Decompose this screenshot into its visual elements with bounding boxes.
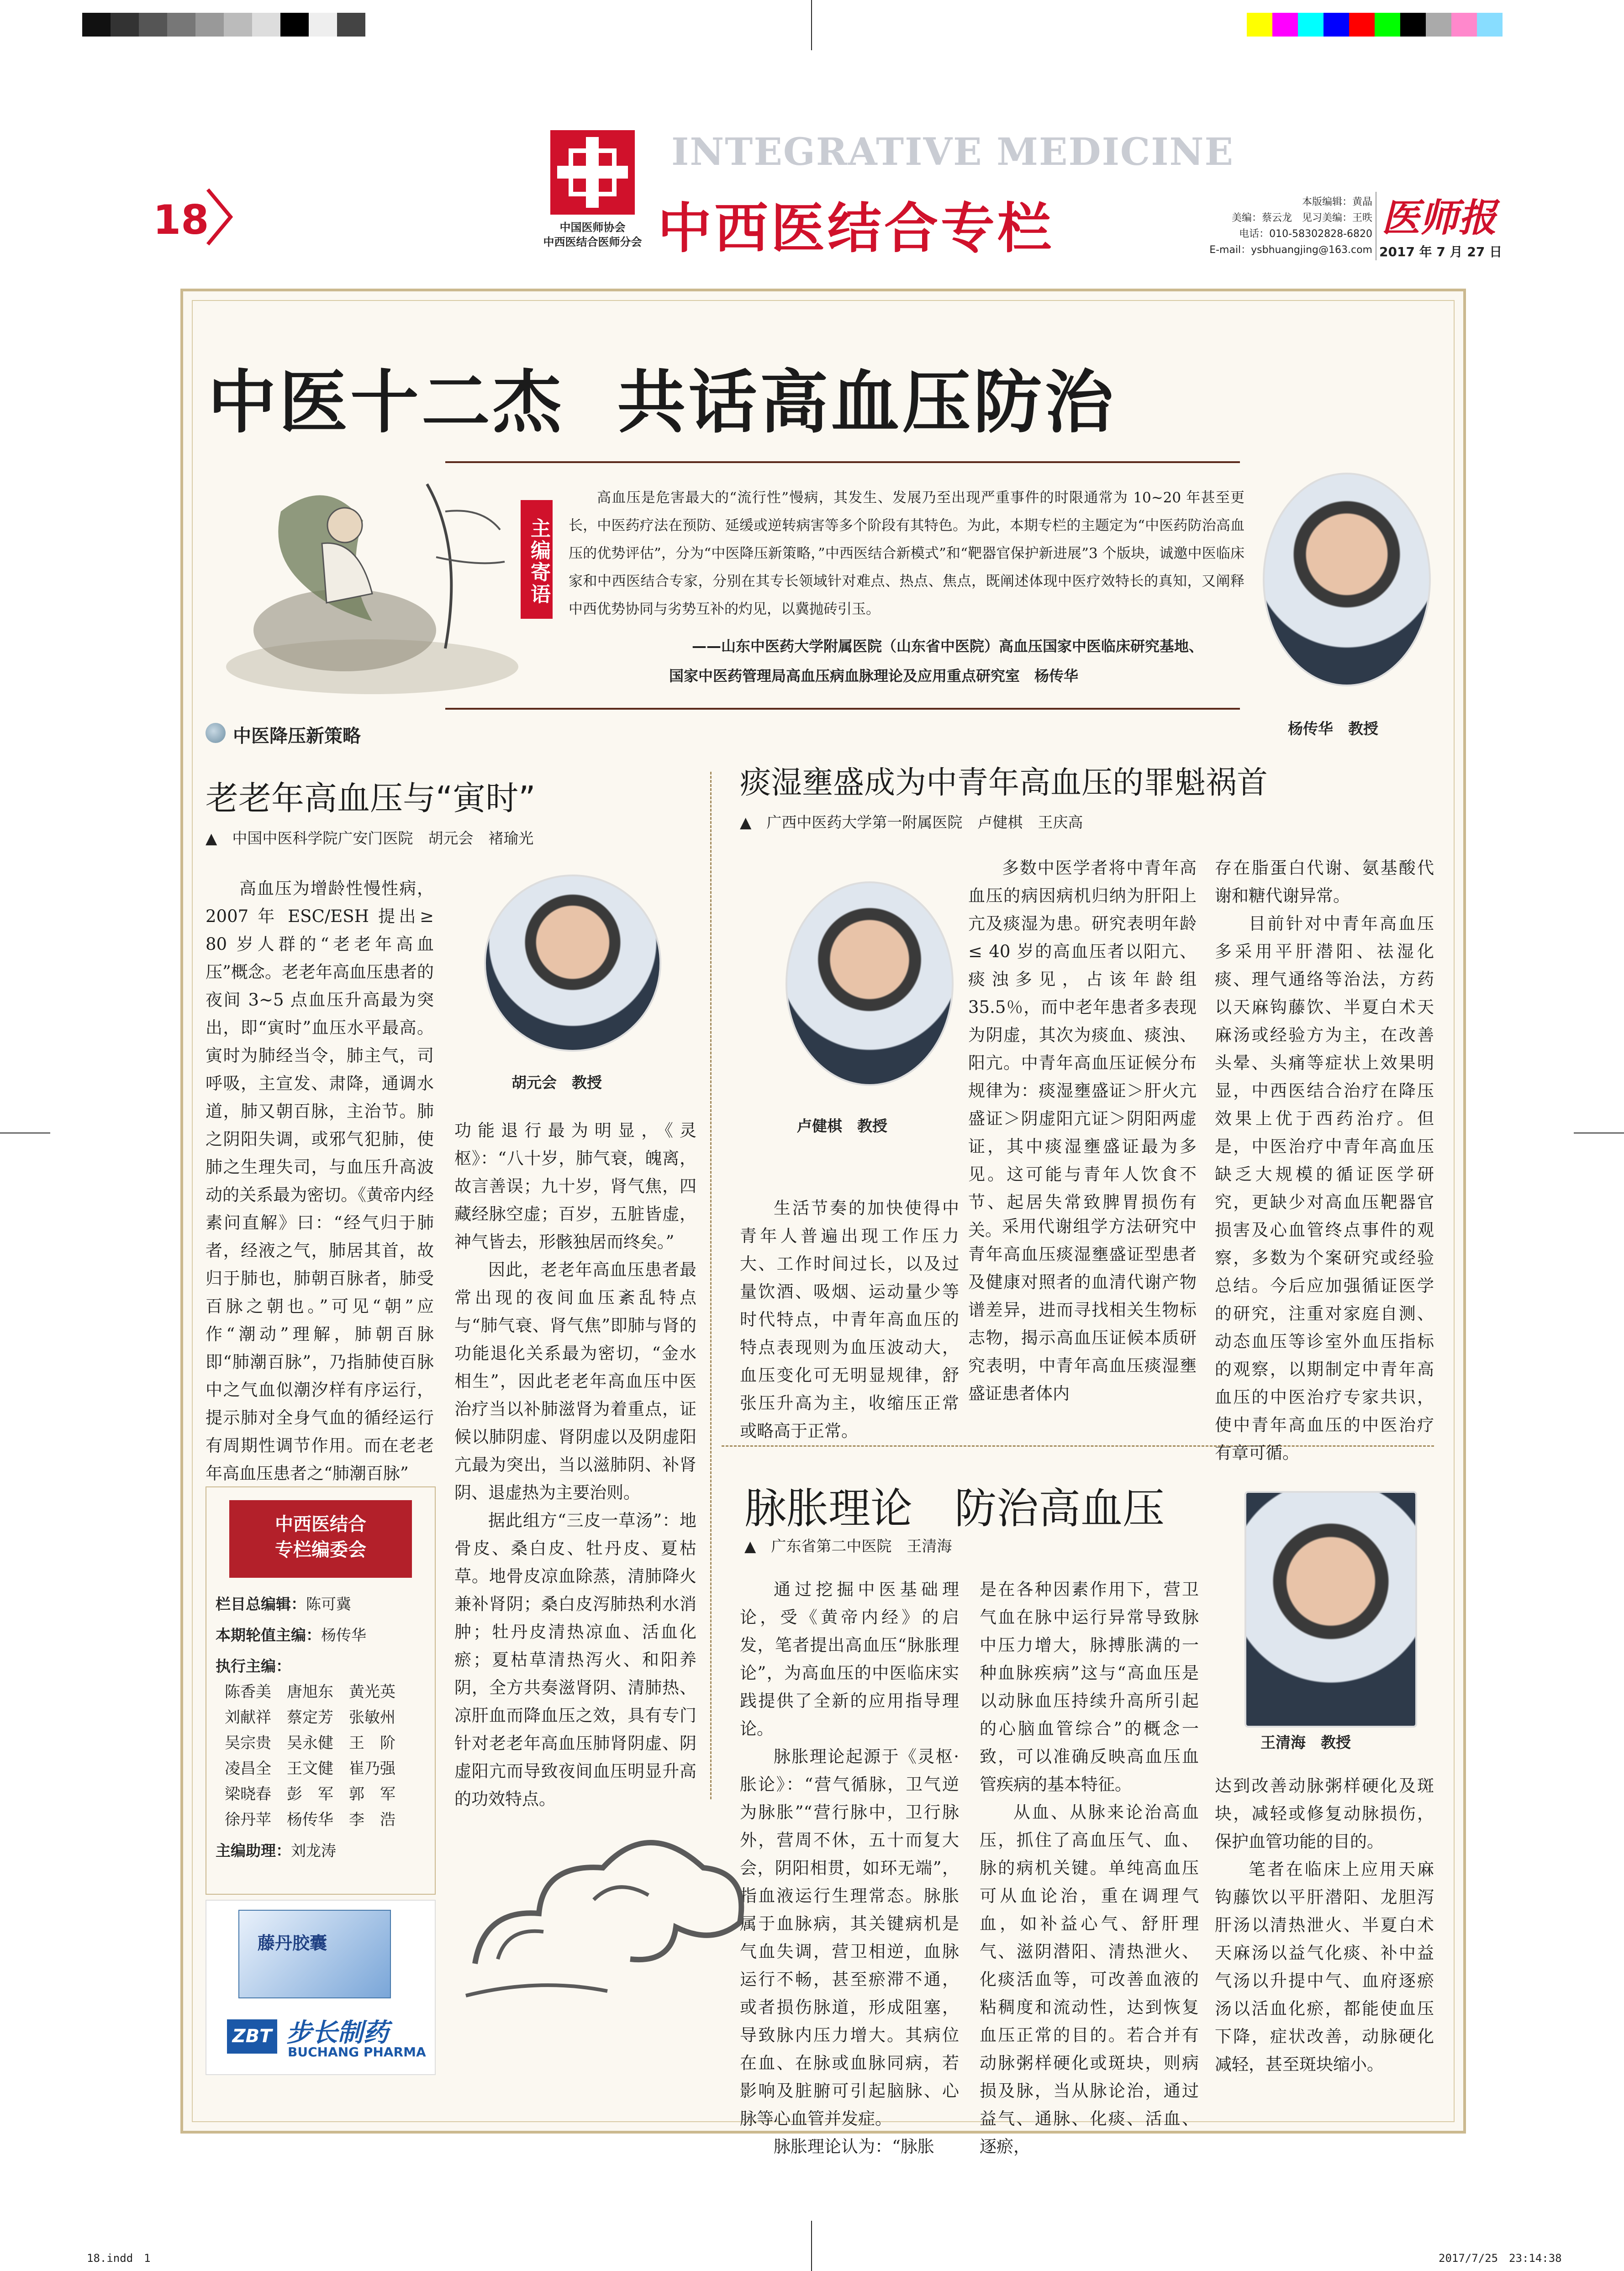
ad-product-name: 藤丹胶囊 — [258, 1933, 327, 1953]
column-title: 中西医结合专栏 — [658, 197, 1055, 260]
header-credits — [1183, 194, 1372, 258]
article1-col2-para1: 功能退行最为明显，《灵枢》：“八十岁，肺气衰，魄离，故言善误；九十岁，肾气焦，四藏经脉空虚；百岁，五脏皆虚，神气皆去，形骸独居而终矣。” — [454, 1121, 696, 1252]
page-number-chevron — [203, 187, 235, 247]
issue-date: 2017 年 7 月 27 日 — [1379, 244, 1503, 259]
editor-photo-caption: 杨传华 教授 — [1288, 720, 1378, 738]
article2-col1a: 多数中医学者将中青年高血压的病因病机归纳为肝阳上亢及痰湿为患。研究表明年龄≤ 40 岁的高血压者以阳亢、痰浊多见，占该年龄组 35.5％，而中老年患者多表现为阴虚，其次为痰血、痰浊、阳亢。中青年高血压证候分布规律为：痰湿壅盛证＞肝火亢盛证＞阴虚阳亢证＞阴阳两虚证，其中痰湿壅盛证最为多见。这可能与青年人饮食不节、起居失常致脾胃损伤有关。 — [968, 858, 1197, 1240]
article3-col3-para1: 达到改善动脉粥样硬化及斑块，减轻或修复动脉损伤，保护血管功能的目的。 — [1215, 1776, 1434, 1851]
editor-note-text: 高血压是危害最大的“流行性”慢病，其发生、发展乃至出现严重事件的时限通常为 10~20 年甚至更长，中医药疗法在预防、延缓或逆转病害等多个阶段有其特色。为此，本期专栏的主题定为“中医药防治高血压的优势评估”，分为“中医降压新策略，”中西医结合新模式”和“靶器官保护新进展”3 个版块，诚邀中医临床家和中西医结合专家，分别在其专长领域针对难点、热点、焦点，既阐述体现中医疗效特长的真知，又阐释中西优势协同与劣势互补的灼见，以冀抛砖引玉。 — [569, 490, 1244, 617]
footer-file: 18.indd 1 — [87, 2252, 151, 2265]
committee-assistant: 主编助理：刘龙涛 — [216, 1842, 336, 1860]
article2-col1b: 生活节奏的加快使得中青年人普遍出现工作压力大、工作时间过长，以及过量饮酒、吸烟、运动量少等时代特点，中青年高血压的特点表现则为血压波动大，血压变化可无明显规律，舒张压升高为主，收缩压正常或略高于正常。 — [740, 1198, 959, 1441]
registration-bar-right — [1247, 13, 1503, 37]
committee-exec-row: 吴宗贵 吴永健 王 阶 — [225, 1734, 395, 1752]
logo-branch: 中西医结合医师分会 — [543, 236, 642, 248]
page-number: 18 — [153, 196, 209, 243]
article3-col1 — [740, 1575, 959, 2160]
ink-painting — [208, 457, 537, 703]
cloud-ornament — [457, 1790, 758, 2018]
committee-box — [206, 1486, 436, 1895]
committee-exec-row: 刘献祥 蔡定芳 张敏州 — [225, 1708, 395, 1727]
phone-line: 电话：010-58302828-6820 — [1239, 228, 1372, 240]
article1-title: 老老年高血压与“寅时” — [206, 779, 536, 817]
article3-col1-para2: 脉胀理论起源于《灵枢·胀论》：“营气循脉，卫气逆为脉胀”“营行脉中，卫行脉外，营周不休，五十而复大会，阴阳相贯，如环无端”，指血液运行生理常态。脉胀属于血脉病，其关键病机是气血失调，营卫相逆，血脉运行不畅，甚至瘀滞不通，或者损伤脉道，形成阻塞，导致脉内压力增大。其病位在血、在脉或血脉同病，若影响及脏腑可引起脑脉、心脉等心血管并发症。 — [740, 1747, 959, 2129]
english-title: INTEGRATIVE MEDICINE — [671, 130, 1234, 174]
ad-box — [206, 1900, 436, 2075]
email-line: E-mail：ysbhuangjing@163.com — [1209, 244, 1372, 256]
footer-timestamp: 2017/7/25 23:14:38 — [1439, 2252, 1562, 2265]
ad-product-box — [238, 1910, 391, 1998]
editor-line: 本版编辑：黄晶 — [1302, 196, 1372, 208]
editor-note-tag: 主编寄语 — [521, 500, 553, 619]
article2-col2: 采用代谢组学方法研究中青年高血压痰湿壅盛证型患者及健康对照者的血清代谢产物谱差异，进而寻找相关生物标志物，揭示高血压证候本质研究表明，中青年高血压痰湿壅盛证患者体内 — [968, 1217, 1197, 1403]
ornament-bottom — [445, 708, 1240, 714]
association-logo — [550, 130, 635, 215]
article1-affiliation: ▲ 中国中医科学院广安门医院 胡元会 褚瑜光 — [206, 829, 534, 847]
article2-col3-para1: 存在脂蛋白代谢、氨基酸代谢和糖代谢异常。 — [1215, 858, 1434, 906]
article3-col3-para2: 笔者在临床上应用天麻钩藤饮以平肝潜阳、龙胆泻肝汤以清热泄火、半夏白术天麻汤以益气化痰、补中益气汤以升提中气、血府逐瘀汤以活血化瘀，都能使血压下降，症状改善，动脉硬化减轻，甚至斑块缩小。 — [1215, 1860, 1434, 2074]
article3-photo — [1244, 1491, 1417, 1728]
article3-col1-para1: 通过挖掘中医基础理论，受《黄帝内经》的启发，笔者提出高血压“脉胀理论”，为高血压的中医临床实践提供了全新的应用指导理论。 — [740, 1580, 959, 1739]
committee-title-1: 中西医结合 — [275, 1514, 366, 1535]
crop-mark-bottom — [811, 2221, 812, 2271]
committee-exec-row: 梁晓春 彭 军 郭 军 — [225, 1785, 395, 1803]
article3-col3 — [1215, 1772, 1434, 2078]
article2-photo — [786, 881, 954, 1086]
committee-chief: 栏目总编辑：陈可冀 — [216, 1595, 351, 1613]
section-label: 中医降压新策略 — [233, 726, 361, 747]
committee-header — [229, 1500, 412, 1578]
article3-affiliation: ▲ 广东省第二中医院 王清海 — [744, 1537, 952, 1555]
article3-col2-para2: 从血、从脉来论治高血压，抓住了高血压气、血、脉的病机关键。单纯高血压可从血论治，重在调理气血，如补益心气、舒肝理气、滋阴潜阳、清热泄火、化痰活血等，可改善血液的粘稠度和流动性，达到恢复血压正常的目的。若合并有动脉粥样硬化或斑块，则病损及脉，当从脉论治，通过益气、通脉、化痰、活血、逐瘀， — [980, 1802, 1199, 2156]
article1-col2-para3: 据此组方“三皮一草汤”：地骨皮、桑白皮、牡丹皮、夏枯草。地骨皮凉血除蒸，清肺降火兼补肾阴；桑白皮泻肺热利水消肿；牡丹皮清热凉血、活血化瘀；夏枯草清热泻火、和阳养阴，全方共奏滋肾阴、清肺热、凉肝血而降血压之效，具有专门针对老老年高血压肺肾阴虚、阴虚阳亢而导致夜间血压明显升高的功效特点。 — [454, 1511, 696, 1809]
article2-col3-para2: 目前针对中青年高血压多采用平肝潜阳、祛湿化痰、理气通络等治法，方药以天麻钩藤饮、半夏白术天麻汤或经验方为主，在改善头晕、头痛等症状上效果明显，中西医结合治疗在降压效果上优于西药治疗。但是，中医治疗中青年高血压缺乏大规模的循证医学研究，更缺少对高血压靶器官损害及心血管终点事件的观察，多数为个案研究或经验总结。今后应加强循证医学的研究，注重对家庭自测、动态血压等诊室外血压指标的观察，以期制定中青年高血压的中医治疗专家共识，使中青年高血压的中医治疗有章可循。 — [1215, 914, 1434, 1463]
section-icon — [206, 723, 226, 743]
article1-col2-para2: 因此，老老年高血压患者最常出现的夜间血压紊乱特点与“肺气衰、肾气焦”即肺与肾的功能退化关系最为密切，“金水相生”，因此老老年高血压中医治疗当以补肺滋肾为着重点，证候以肺阴虚、肾阴虚以及阴虚阳亢最为突出，当以滋肺阴、补肾阴、退虚热为主要治则。 — [454, 1260, 696, 1502]
article3-photo-caption: 王清海 教授 — [1260, 1734, 1351, 1751]
vertical-divider — [710, 772, 712, 1799]
crop-mark-top — [811, 0, 812, 50]
committee-exec-row: 凌昌全 王文健 崔乃强 — [225, 1760, 395, 1778]
registration-bar-left — [82, 13, 365, 37]
main-title: 中医十二杰 共话高血压防治 — [208, 363, 1116, 443]
design-line: 美编：蔡云龙 见习美编：王昳 — [1231, 212, 1372, 224]
editor-note-sign-1: ——山东中医药大学附属医院（山东省中医院）高血压国家中医临床研究基地、 — [692, 638, 1204, 655]
ornament-top — [445, 461, 1240, 468]
article2-affiliation: ▲ 广西中医药大学第一附属医院 卢健棋 王庆高 — [740, 813, 1083, 831]
article3-col2 — [980, 1575, 1199, 2160]
logo-org: 中国医师协会 — [559, 221, 626, 234]
committee-exec-row: 徐丹苹 杨传华 李 浩 — [225, 1811, 395, 1829]
article3-col1-para3: 脉胀理论认为：“脉胀 — [774, 2137, 934, 2156]
ad-logo: ZBT — [227, 2019, 277, 2054]
article1-col2 — [454, 1117, 696, 1813]
committee-exec-row: 陈香美 唐旭东 黄光英 — [225, 1683, 395, 1701]
committee-exec-label: 执行主编： — [216, 1657, 291, 1675]
article2-title: 痰湿壅盛成为中青年高血压的罪魁祸首 — [740, 765, 1268, 801]
article2-col3 — [1215, 854, 1434, 1467]
article1-col1: 高血压为增龄性慢性病，2007 年 ESC/ESH 提出≥ 80 岁人群的“老老年高血压”概念。老老年高血压患者的夜间 3~5 点血压升高最为突出，即“寅时”血压水平最高。寅时为肺经当令，肺主气，司呼吸，主宣发、肃降，通调水道，肺又朝百脉，主治节。肺之阴阳失调，或邪气犯肺，使肺之生理失司，与血压升高波动的关系最为密切。《黄帝内经素问直解》曰：“经气归于肺者，经液之气，肺居其首，故归于肺也，肺朝百脉者，肺受百脉之朝也。”可见“朝”应作“潮动”理解，肺朝百脉即“肺潮百脉”，乃指肺使百脉中之气血似潮汐样有序运行，提示肺对全身气血的循经运行有周期性调节作用。而在老老年高血压患者之“肺潮百脉” — [206, 879, 434, 1483]
committee-body — [216, 1591, 426, 1864]
committee-title-2: 专栏编委会 — [275, 1539, 366, 1560]
paper-name: 医师报 — [1381, 195, 1497, 240]
article1-photo — [484, 875, 661, 1052]
article1-photo-caption: 胡元会 教授 — [511, 1074, 602, 1091]
committee-rotating: 本期轮值主编：杨传华 — [216, 1626, 366, 1644]
editor-photo — [1263, 473, 1431, 686]
ad-brand-en: BUCHANG PHARMA — [288, 2044, 426, 2060]
article3-title: 脉胀理论 防治高血压 — [744, 1484, 1165, 1533]
article3-col2-para1: 是在各种因素作用下，营卫气血在脉中运行异常导致脉中压力增大，脉搏胀满的一种血脉疾病”这与“高血压是以动脉血压持续升高所引起的心脑血管综合”的概念一致，可以准确反映高血压血管疾病的基本特征。 — [980, 1580, 1199, 1794]
ad-brand-cn: 步长制药 — [286, 2018, 389, 2048]
editor-note-sign-2: 国家中医药管理局高血压病血脉理论及应用重点研究室 杨传华 — [669, 667, 1079, 685]
article2-photo-caption: 卢健棋 教授 — [797, 1117, 887, 1135]
